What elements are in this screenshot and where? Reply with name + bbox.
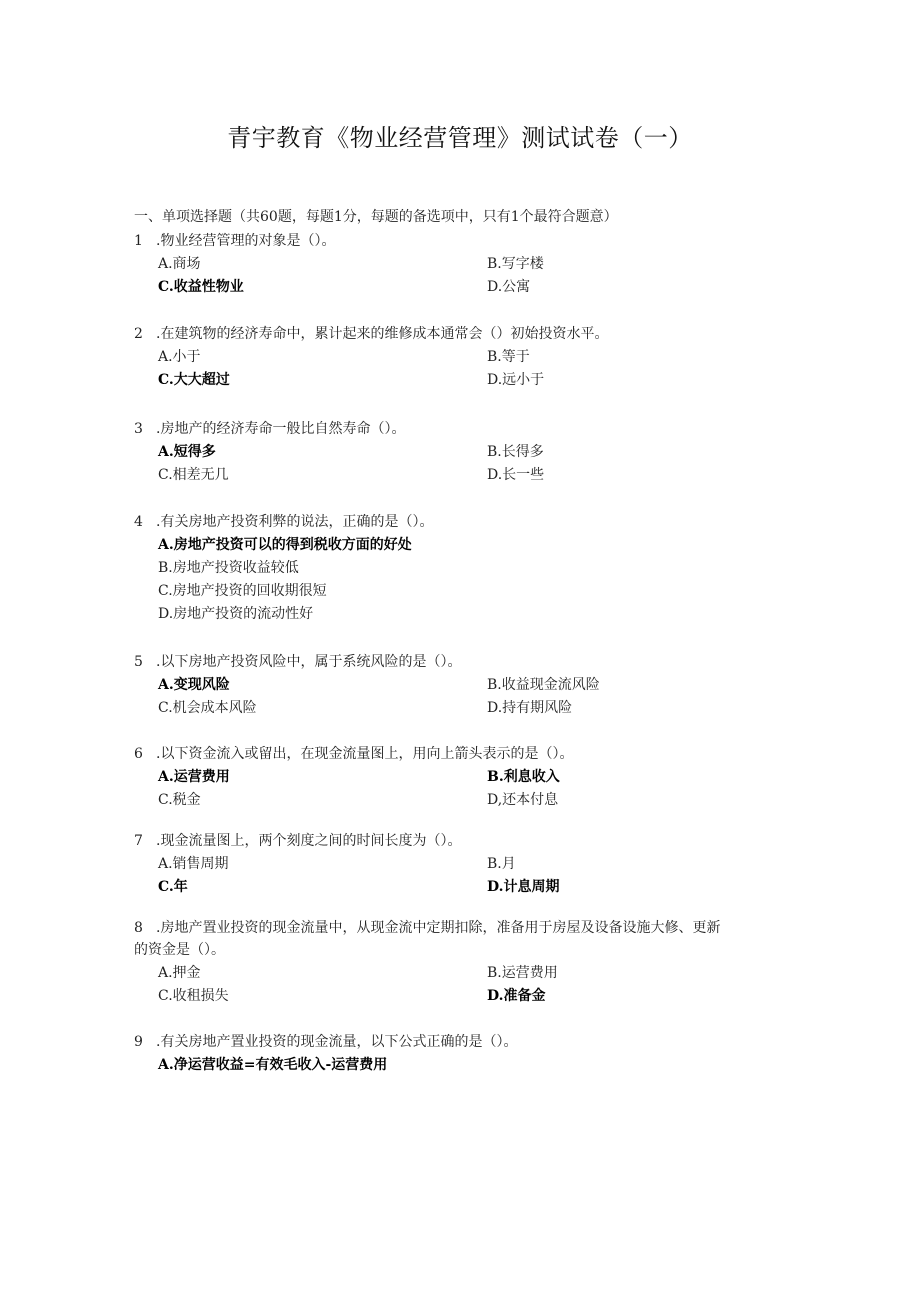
question-stem-continued: 的资金是（）。 [134, 942, 225, 958]
question-3 [134, 418, 794, 486]
question-number: 3 [134, 421, 143, 437]
option-a: A.房地产投资可以的得到税收方面的好处 [158, 536, 412, 553]
question-number: 4 [134, 514, 143, 530]
question-stem: .房地产的经济寿命一般比自然寿命（）。 [156, 421, 406, 437]
question-stem: .有关房地产置业投资的现金流量，以下公式正确的是（）。 [156, 1034, 518, 1050]
question-number: 1 [134, 233, 143, 249]
option-a: A.销售周期 [158, 855, 229, 872]
option-c: C.收租损失 [158, 987, 229, 1004]
option-d: D.房地产投资的流动性好 [158, 605, 314, 622]
option-b: B.等于 [487, 348, 530, 365]
question-8 [134, 917, 794, 1007]
question-7 [134, 830, 794, 898]
option-d: D.准备金 [487, 987, 546, 1004]
option-b: B.写字楼 [487, 255, 544, 272]
option-d: D.公寓 [487, 278, 531, 295]
question-6 [134, 743, 794, 811]
option-d: D.长一些 [487, 466, 545, 483]
option-d: D.持有期风险 [487, 699, 573, 716]
option-c: C.税金 [158, 791, 201, 808]
option-c: C.机会成本风险 [158, 699, 257, 716]
question-stem: .物业经营管理的对象是（）。 [156, 233, 336, 249]
option-d: D,还本付息 [487, 791, 559, 808]
option-b: B.长得多 [487, 443, 544, 460]
question-stem: .现金流量图上，两个刻度之间的时间长度为（）。 [156, 833, 462, 849]
option-d: D.远小于 [487, 371, 545, 388]
question-4 [134, 511, 794, 625]
option-a: A.变现风险 [158, 676, 230, 693]
option-c: C.年 [158, 878, 188, 895]
question-stem: .有关房地产投资利弊的说法，正确的是（）。 [156, 514, 434, 530]
option-c: C.大大超过 [158, 371, 230, 388]
option-a: A.押金 [158, 964, 201, 981]
option-c: C.收益性物业 [158, 278, 244, 295]
option-c: C.相差无几 [158, 466, 229, 483]
question-stem: .以下房地产投资风险中，属于系统风险的是（）。 [156, 654, 462, 670]
option-d: D.计息周期 [487, 878, 560, 895]
question-9 [134, 1031, 794, 1076]
question-number: 5 [134, 654, 143, 670]
option-b: B.收益现金流风险 [487, 676, 600, 693]
question-number: 7 [134, 833, 143, 849]
option-a: A.小于 [158, 348, 201, 365]
page-title: 青宇教育《物业经营管理》测试试卷（一） [227, 124, 693, 152]
question-number: 9 [134, 1034, 143, 1050]
option-a: A.商场 [158, 255, 201, 272]
question-2 [134, 323, 794, 391]
option-b: B.月 [487, 855, 516, 872]
section-heading: 一、单项选择题（共60题，每题1分，每题的备选项中，只有1个最符合题意） [134, 209, 618, 225]
option-a: A.短得多 [158, 443, 216, 460]
question-stem: .房地产置业投资的现金流量中，从现金流中定期扣除，准备用于房屋及设备设施大修、更新 [156, 920, 721, 936]
question-number: 8 [134, 920, 143, 936]
option-a: A.净运营收益=有效毛收入-运营费用 [158, 1056, 388, 1073]
option-c: C.房地产投资的回收期很短 [158, 582, 327, 599]
option-b: B.房地产投资收益较低 [158, 559, 299, 576]
question-number: 2 [134, 326, 143, 342]
question-stem: .在建筑物的经济寿命中，累计起来的维修成本通常会（）初始投资水平。 [156, 326, 609, 342]
question-1 [134, 230, 794, 298]
question-5 [134, 651, 794, 719]
option-a: A.运营费用 [158, 768, 230, 785]
question-number: 6 [134, 746, 143, 762]
option-b: B.利息收入 [487, 768, 560, 785]
question-stem: .以下资金流入或留出，在现金流量图上，用向上箭头表示的是（）。 [156, 746, 574, 762]
option-b: B.运营费用 [487, 964, 558, 981]
